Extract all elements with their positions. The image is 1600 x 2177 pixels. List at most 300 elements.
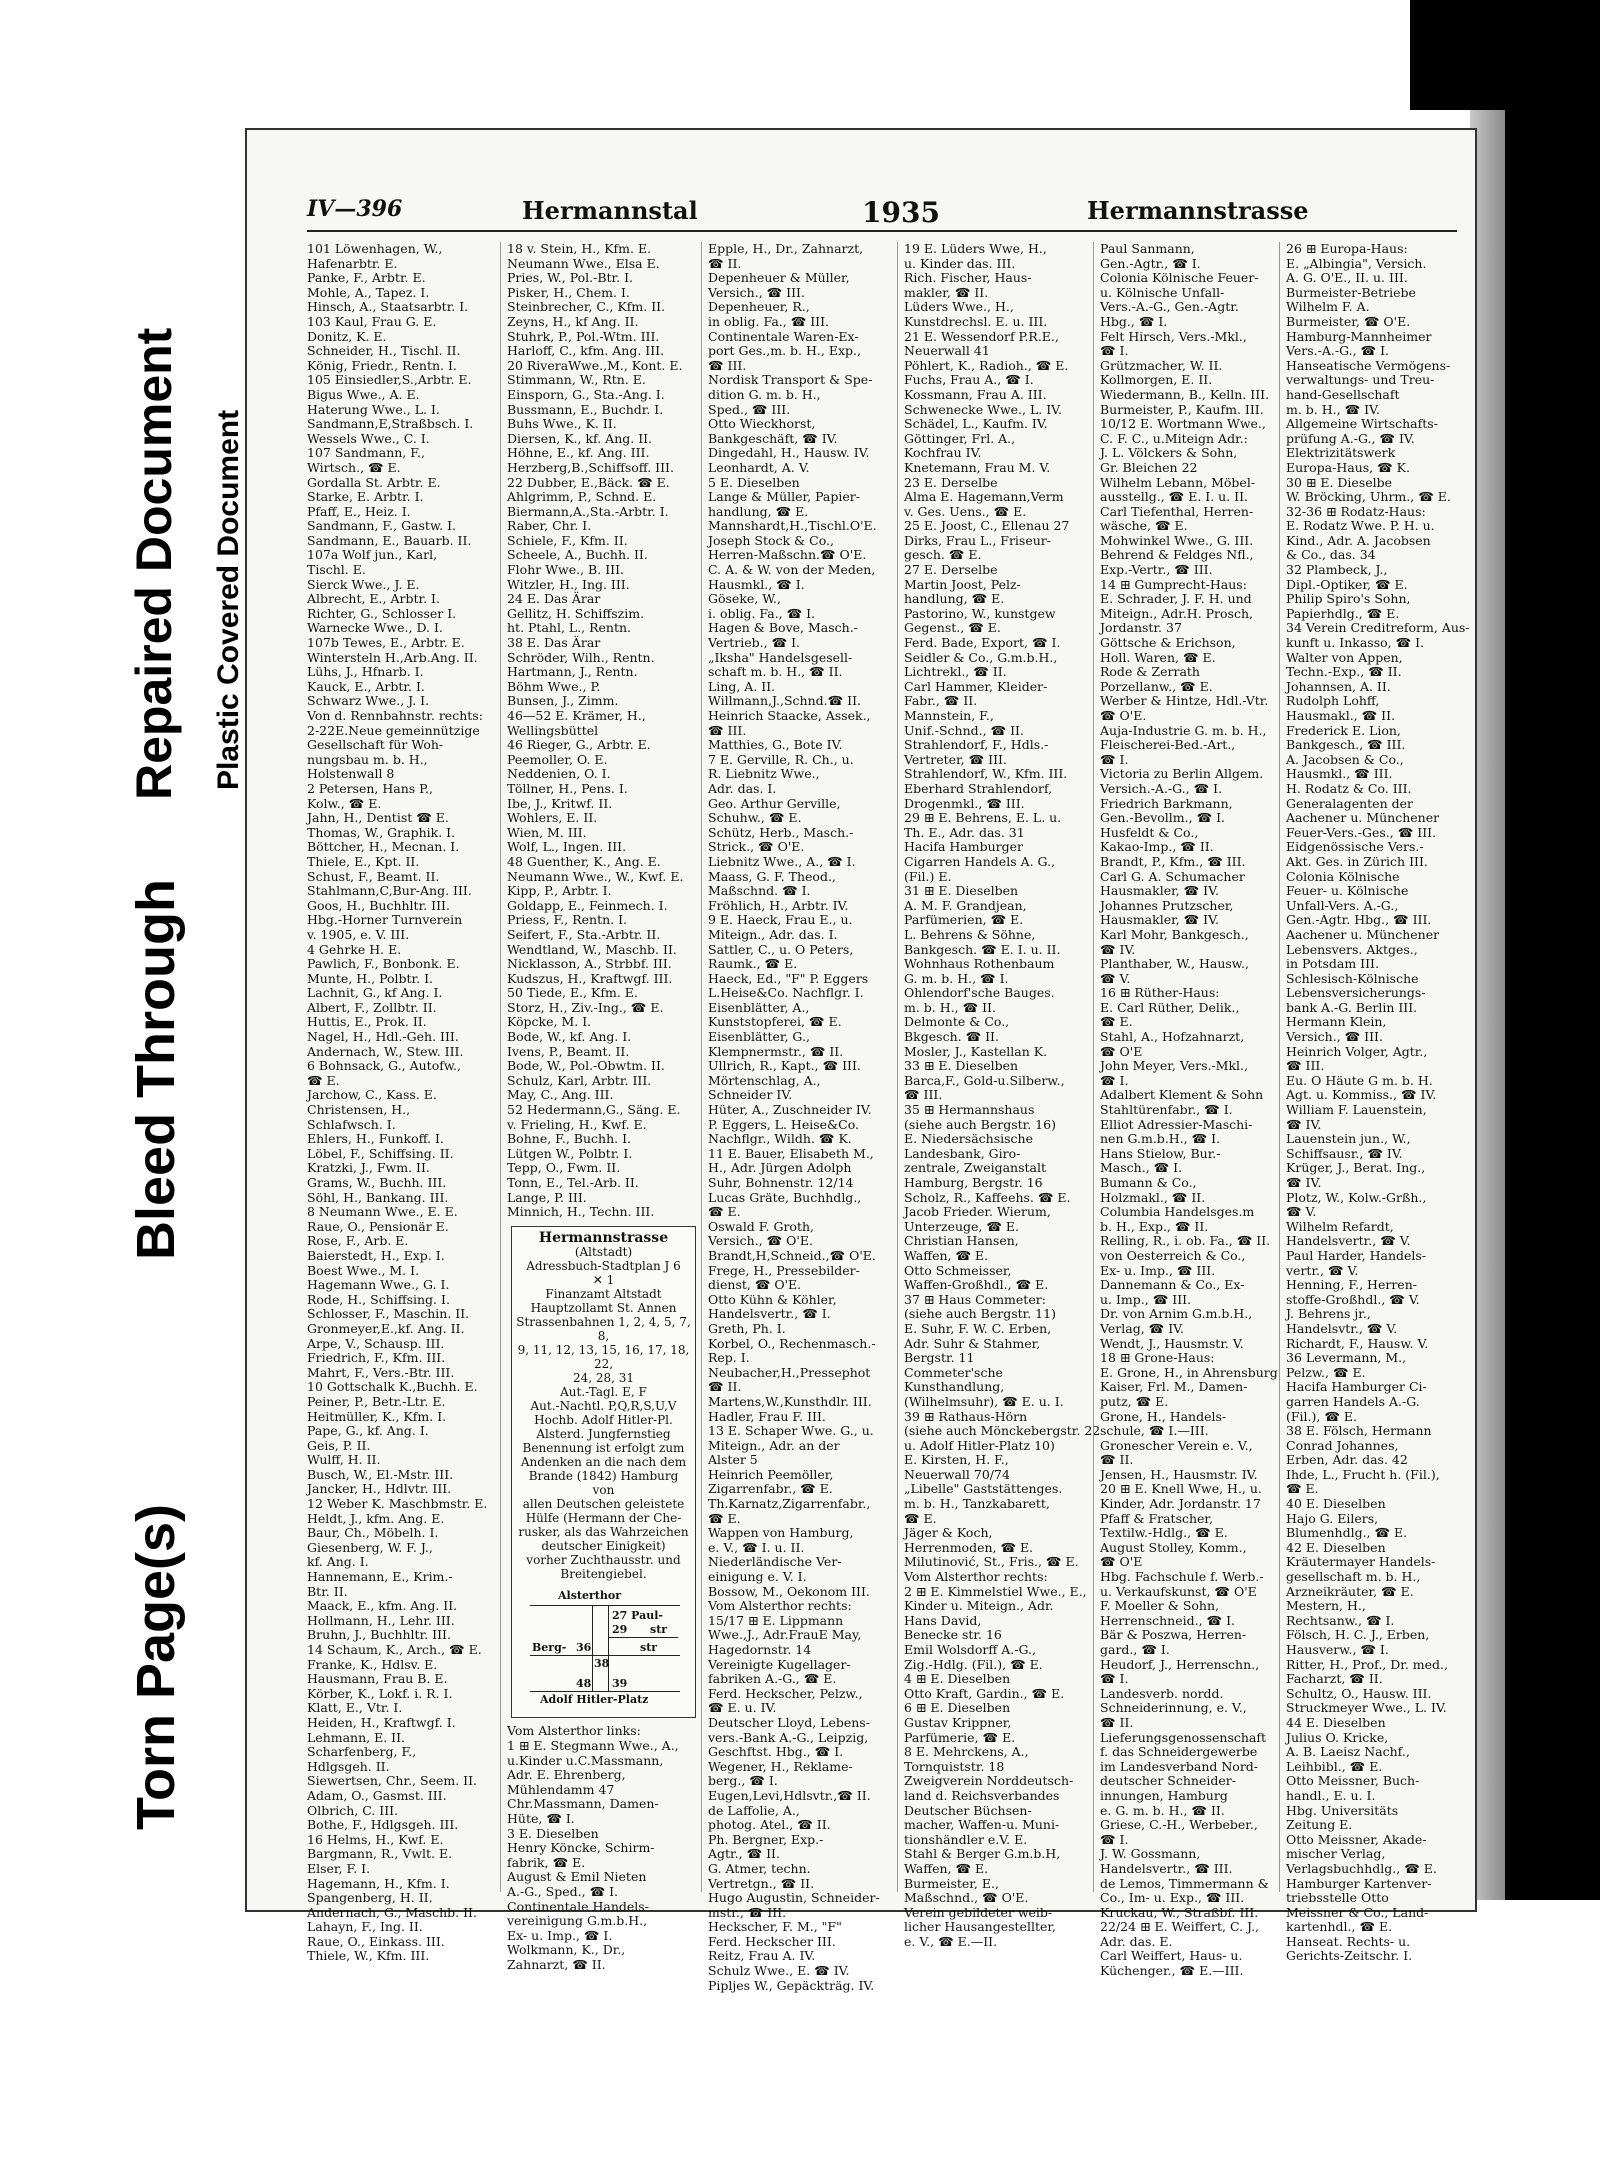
- directory-entry: C. F. C., u.Miteign Adr.:: [1100, 430, 1248, 446]
- directory-entry: Pfaff & Fratscher,: [1100, 1510, 1214, 1526]
- directory-entry: Hollmann, H., Lehr. III.: [307, 1612, 455, 1628]
- directory-entry: 7 E. Gerville, R. Ch., u.: [708, 751, 854, 767]
- directory-entry: 12 Weber K. Maschbmstr. E.: [307, 1496, 488, 1512]
- directory-entry: Söhl, H., Bankang. III.: [307, 1189, 449, 1205]
- map-number-48: 48: [576, 1677, 592, 1691]
- directory-entry: 50 Tiede, E., Kfm. E.: [507, 985, 638, 1001]
- directory-entry: Gellitz, H. Schiffszim.: [507, 605, 645, 621]
- directory-entry: Otto Wieckhorst,: [708, 416, 816, 432]
- directory-entry: Gen.-Bevollm., ☎ I.: [1100, 810, 1226, 826]
- directory-entry: zentrale, Zweiganstalt: [904, 1160, 1047, 1176]
- directory-entry: Lahayn, F., Ing. II.: [307, 1919, 423, 1935]
- directory-entry: Hans Stielow, Bur.-: [1100, 1145, 1221, 1161]
- directory-entry: de Lemos, Timmermann &: [1100, 1875, 1269, 1891]
- directory-entry: Diersen, K., kf. Ang. II.: [507, 430, 653, 446]
- directory-entry: Struckmeyer Wwe., L. IV.: [1286, 1700, 1447, 1716]
- directory-entry: ☎ II.: [1100, 1452, 1134, 1468]
- directory-entry: Burmeister, ☎ O'E.: [1286, 313, 1411, 329]
- directory-entry: „Libelle" Gaststättenges.: [904, 1481, 1063, 1497]
- directory-entry: Schlafwsch. I.: [307, 1116, 396, 1132]
- directory-entry: Friedrich, F., Kfm. III.: [307, 1350, 446, 1366]
- directory-entry: 46 Rieger, G., Arbtr. E.: [507, 737, 651, 753]
- directory-entry: Siewertsen, Chr., Seem. II.: [307, 1773, 478, 1789]
- directory-entry: Brandt,H,Schneid.,☎ O'E.: [708, 1247, 876, 1263]
- directory-entry: Elser, F. I.: [307, 1860, 371, 1876]
- directory-entry: in oblig. Fa., ☎ III.: [708, 313, 830, 329]
- directory-entry: Knetemann, Frau M. V.: [904, 459, 1051, 475]
- directory-entry: 32 Plambeck, J.,: [1286, 562, 1388, 578]
- directory-entry: Elliot Adressier-Maschi-: [1100, 1116, 1253, 1132]
- directory-entry: A. B. Laeisz Nachf.,: [1286, 1744, 1410, 1760]
- directory-entry: Geschftst. Hbg., ☎ I.: [708, 1744, 844, 1760]
- directory-entry: Schneider, H., Tischl. II.: [307, 343, 461, 359]
- directory-entry: Sattler, C., u. O Peters,: [708, 941, 854, 957]
- directory-entry: Holzmakl., ☎ II.: [1100, 1189, 1206, 1205]
- directory-entry: Exp.-Vertr., ☎ III.: [1100, 562, 1213, 578]
- directory-entry: b. H., Exp., ☎ II.: [1100, 1218, 1209, 1234]
- directory-entry: Jahn, H., Dentist ☎ E.: [307, 810, 449, 826]
- directory-entry: Cigarren Handels A. G.,: [904, 853, 1056, 869]
- directory-entry: Ritter, H., Prof., Dr. med.,: [1286, 1656, 1449, 1672]
- directory-entry: Colonia Kölnische Feuer-: [1100, 270, 1259, 286]
- directory-entry: L. Behrens & Söhne,: [904, 926, 1036, 942]
- directory-entry: Töllner, H., Pens. I.: [507, 780, 628, 796]
- directory-entry: Schiele, F., Kfm. II.: [507, 532, 628, 548]
- directory-entry: 25 E. Joost, C., Ellenau 27: [904, 518, 1070, 534]
- directory-entry: Versich., ☎ III.: [708, 284, 805, 300]
- directory-entry: Körber, K., Lokf. i. R. I.: [307, 1685, 453, 1701]
- directory-entry: Wirtsch., ☎ E.: [307, 459, 401, 475]
- directory-entry: Th.Karnatz,Zigarrenfabr.,: [708, 1496, 871, 1512]
- directory-entry: Adr. das. I.: [708, 780, 777, 796]
- directory-entry: Krüger, J., Berat. Ing.,: [1286, 1160, 1426, 1176]
- directory-entry: 103 Kaul, Frau G. E.: [307, 313, 437, 329]
- directory-entry: 5 E. Dieselben: [708, 474, 800, 490]
- directory-entry: ☎ E.: [708, 1204, 741, 1220]
- directory-entry: Fölsch, H. C. J., Erben,: [1286, 1627, 1430, 1643]
- directory-entry: Kaiser, Frl. M., Damen-: [1100, 1379, 1248, 1395]
- directory-entry: Commeter'sche: [904, 1364, 1003, 1380]
- directory-entry: Jacob Frieder. Wierum,: [904, 1204, 1051, 1220]
- directory-entry: Kolw., ☎ E.: [307, 795, 382, 811]
- directory-entry: Neddenien, O. I.: [507, 766, 611, 782]
- directory-entry: Wilhelm F. A.: [1286, 299, 1370, 315]
- directory-entry: A. Jacobsen & Co.,: [1286, 751, 1404, 767]
- directory-entry: Schust, F., Beamt. II.: [307, 868, 440, 884]
- directory-entry: Kunstdrechsl. E. u. III.: [904, 313, 1048, 329]
- directory-entry: 9 E. Haeck, Frau E., u.: [708, 912, 853, 928]
- map-number-39: 39: [612, 1677, 628, 1691]
- directory-entry: ☎ II.: [708, 255, 742, 271]
- directory-entry: Heiden, H., Kraftwgf. I.: [307, 1714, 456, 1730]
- directory-entry: ☎ III.: [708, 357, 747, 373]
- directory-entry: Handelsvertr., ☎ III.: [1100, 1860, 1233, 1876]
- directory-entry: Lieferungsgenossenschaft: [1100, 1729, 1267, 1745]
- directory-entry: Henry Köncke, Schirm-: [507, 1840, 655, 1856]
- directory-entry: Peiner, P., Betr.-Ltr. E.: [307, 1393, 446, 1409]
- map-number-38: 38: [594, 1657, 610, 1671]
- directory-entry: Höhne, E., kf. Ang. III.: [507, 445, 650, 461]
- scan-border-top: [1410, 0, 1600, 110]
- directory-entry: Hinsch, A., Staatsarbtr. I.: [307, 299, 469, 315]
- directory-entry: Gordalla St. Arbtr. E.: [307, 474, 441, 490]
- directory-entry: fabriken A.-G., ☎ E.: [708, 1671, 837, 1687]
- directory-entry: Strick., ☎ O'E.: [708, 839, 805, 855]
- directory-entry: Sped., ☎ III.: [708, 401, 791, 417]
- directory-entry: Burmeister-Betriebe: [1286, 284, 1416, 300]
- directory-entry: Agtr., ☎ II.: [708, 1846, 780, 1862]
- directory-entry: Buhs Wwe., K. II.: [507, 416, 617, 432]
- directory-entry: Philip Spiro's Sohn,: [1286, 591, 1411, 607]
- directory-entry: Wendt, J., Hausmstr. V.: [1100, 1335, 1244, 1351]
- directory-entry: Seifert, F., Sta.-Arbtr. II.: [507, 926, 661, 942]
- directory-entry: Hüter, A., Zuschneider IV.: [708, 1102, 872, 1118]
- directory-entry: Schiffsausr., ☎ IV.: [1286, 1145, 1403, 1161]
- directory-entry: E. Grone, H., in Ahrensburg: [1100, 1364, 1278, 1380]
- directory-entry: Pastorino, W., kunstgew: [904, 605, 1056, 621]
- map-label-paul: 27 Paul-: [612, 1609, 663, 1623]
- directory-entry: Schädel, L., Kaufm. IV.: [904, 416, 1048, 432]
- directory-entry: Hanseatische Vermögens-: [1286, 357, 1451, 373]
- directory-entry: Ferd. Bade, Export, ☎ I.: [904, 635, 1061, 651]
- directory-entry: Rep. I.: [708, 1350, 750, 1366]
- directory-entry: Masch., ☎ I.: [1100, 1160, 1183, 1176]
- directory-entry: ☎ I.: [1100, 1831, 1129, 1847]
- directory-entry: Hbg., ☎ I.: [1100, 313, 1168, 329]
- directory-entry: Hausverw., ☎ I.: [1286, 1642, 1389, 1657]
- directory-entry: 11 E. Bauer, Elisabeth M.,: [708, 1145, 874, 1161]
- directory-entry: Herzberg,B.,Schiffsoff. III.: [507, 459, 674, 475]
- directory-entry: G. Atmer, techn.: [708, 1860, 811, 1876]
- directory-entry: ☎ I.: [1100, 1671, 1129, 1687]
- directory-entry: Hanseat. Rechts- u.: [1286, 1933, 1411, 1949]
- directory-entry: Alma E. Hagemann,Verm: [904, 489, 1064, 505]
- directory-entry: 22/24 ⊞ E. Weiffert, C. J.,: [1100, 1919, 1260, 1935]
- directory-entry: Feuer- u. Kölnische: [1286, 883, 1409, 899]
- directory-entry: L.Heise&Co. Nachflgr. I.: [708, 985, 864, 1001]
- directory-entry: Thiele, W., Kfm. III.: [307, 1948, 430, 1964]
- directory-entry: Paul Harder, Handels-: [1286, 1247, 1427, 1263]
- directory-entry: & Co., das. 34: [1286, 547, 1376, 563]
- directory-entry: Goldapp, E., Feinmech. I.: [507, 897, 668, 913]
- directory-entry: Bode, W., Pol.-Obwtm. II.: [507, 1058, 665, 1074]
- directory-entry: E. Niedersächsische: [904, 1131, 1033, 1147]
- directory-entry: Gegenst., ☎ E.: [904, 620, 1001, 636]
- directory-entry: Böttcher, H., Mecnan. I.: [307, 839, 460, 855]
- directory-entry: Akt. Ges. in Zürich III.: [1286, 853, 1428, 869]
- directory-entry: Seidler & Co., G.m.b.H.,: [904, 649, 1058, 665]
- directory-entry: Dannemann & Co., Ex-: [1100, 1277, 1245, 1293]
- directory-entry: Kind., Adr. A. Jacobsen: [1286, 532, 1431, 548]
- directory-entry: photog. Atel., ☎ II.: [708, 1817, 831, 1833]
- directory-entry: Eidgenössische Vers.-: [1286, 839, 1424, 855]
- map-label-paul-str: str: [650, 1623, 668, 1637]
- column-2-lower: [507, 1724, 700, 1972]
- directory-entry: Vereinigte Kugellager-: [708, 1656, 851, 1672]
- directory-entry: Aachener u. Münchener: [1286, 926, 1440, 942]
- directory-entry: Jäger & Koch,: [904, 1525, 993, 1541]
- directory-entry: Mestern, H.,: [1286, 1598, 1366, 1614]
- directory-entry: ☎ V.: [1286, 1204, 1317, 1220]
- directory-entry: Lütgen W., Polbtr. I.: [507, 1145, 633, 1161]
- directory-entry: Andernach, W., Stew. III.: [307, 1043, 464, 1059]
- directory-entry: 31 ⊞ E. Dieselben: [904, 883, 1019, 899]
- directory-entry: Franke, K., Hdlsv. E.: [307, 1656, 438, 1672]
- directory-entry: Vom Alsterthor rechts:: [904, 1569, 1048, 1585]
- directory-entry: (Fil.), ☎ E.: [1286, 1408, 1357, 1424]
- directory-entry: Jancker, H., Hdlvtr. III.: [307, 1481, 452, 1497]
- directory-entry: 19 E. Lüders Wwe, H.,: [904, 241, 1047, 256]
- directory-entry: Greth, Ph. I.: [708, 1320, 786, 1336]
- directory-entry: König, Friedr., Rentn. I.: [307, 357, 457, 373]
- info-line: Strassenbahnen 1, 2, 4, 5, 7, 8,: [516, 1315, 691, 1344]
- directory-entry: Versich., ☎ III.: [1286, 1029, 1383, 1045]
- directory-entry: Rich. Fischer, Haus-: [904, 270, 1032, 286]
- directory-entry: Colonia Kölnische: [1286, 868, 1400, 884]
- directory-entry: H., Adr. Jürgen Adolph: [708, 1160, 852, 1176]
- directory-entry: Maßschnd., ☎ O'E.: [904, 1890, 1029, 1906]
- directory-entry: Schlesisch-Kölnische: [1286, 970, 1419, 986]
- directory-entry: 32-36 ⊞ Rodatz-Haus:: [1286, 503, 1426, 519]
- directory-entry: Kinder u. Miteign., Adr.: [904, 1598, 1054, 1614]
- column-3: [701, 241, 896, 1993]
- directory-entry: Facharzt, ☎ II.: [1286, 1671, 1383, 1687]
- directory-entry: 18 ⊞ Grone-Haus:: [1100, 1350, 1215, 1366]
- info-line: 24, 28, 31: [572, 1371, 635, 1386]
- map-label-alsterthor: Alsterthor: [558, 1589, 621, 1603]
- directory-entry: Stahlmann,C,Bur-Ang. III.: [307, 883, 472, 899]
- directory-entry: Werber & Hintze, Hdl.-Vtr.: [1100, 693, 1269, 709]
- directory-entry: (Fil.) E.: [904, 868, 952, 884]
- directory-entry: 26 ⊞ Europa-Haus:: [1286, 241, 1408, 256]
- directory-entry: 107a Wolf jun., Karl,: [307, 547, 438, 563]
- directory-entry: Meissner & Co., Land-: [1286, 1904, 1429, 1920]
- directory-entry: 35 ⊞ Hermannshaus: [904, 1102, 1035, 1118]
- info-line: Hauptzollamt St. Annen: [530, 1301, 677, 1316]
- directory-entry: 3 E. Dieselben: [507, 1825, 599, 1841]
- directory-entry: G. m. b. H., ☎ I.: [904, 970, 1009, 986]
- street-left-title: Hermannstal: [522, 196, 698, 225]
- directory-entry: (siehe auch Bergstr. 16): [904, 1116, 1056, 1132]
- street-info-box: [511, 1226, 696, 1719]
- directory-entry: Hacifa Hamburger: [904, 839, 1024, 855]
- directory-entry: 14 ⊞ Gumprecht-Haus:: [1100, 576, 1247, 592]
- directory-entry: Korbel, O., Rechenmasch.-: [708, 1335, 876, 1351]
- directory-entry: Wessels Wwe., C. I.: [307, 430, 430, 446]
- directory-entry: f. das Schneidergewerbe: [1100, 1744, 1258, 1760]
- directory-entry: Pawlich, F., Bonbonk. E.: [307, 956, 460, 972]
- directory-entry: Wendtland, W., Maschb. II.: [507, 941, 677, 957]
- directory-entry: 10/12 E. Wortmann Wwe.,: [1100, 416, 1266, 432]
- directory-entry: Hagedornstr. 14: [708, 1642, 812, 1657]
- directory-entry: Fröhlich, H., Arbtr. IV.: [708, 897, 849, 913]
- directory-entry: Richter, G., Schlosser I.: [307, 605, 457, 621]
- directory-entry: Hbg. Fachschule f. Werb.-: [1100, 1569, 1264, 1585]
- directory-entry: Neuerwall 41: [904, 343, 990, 359]
- directory-entry: Wiedermann, B., Kelln. III.: [1100, 386, 1270, 402]
- directory-entry: Mannstein, F.,: [904, 708, 994, 723]
- directory-entry: Erben, Adr. das. 42: [1286, 1452, 1408, 1468]
- directory-entry: Barca,F., Gold-u.Silberw.,: [904, 1072, 1065, 1088]
- column-2: [500, 241, 700, 1972]
- directory-entry: Ibe, J., Kritwf. II.: [507, 795, 613, 811]
- directory-entry: Warnecke Wwe., D. I.: [307, 620, 443, 636]
- directory-entry: Bumann & Co.,: [1100, 1175, 1197, 1190]
- directory-entry: Kratzki, J., Fwm. II.: [307, 1160, 430, 1176]
- directory-entry: Emil Wolsdorff A.-G.,: [904, 1642, 1036, 1657]
- directory-entry: 46—52 E. Krämer, H.,: [507, 708, 646, 723]
- directory-entry: v. Frieling, H., Kwf. E.: [507, 1116, 647, 1132]
- directory-entry: Lebensversicherungs-: [1286, 985, 1426, 1001]
- directory-entry: A. G. O'E., II. u. III.: [1286, 270, 1408, 286]
- directory-entry: Jordanstr. 37: [1100, 620, 1182, 636]
- directory-entry: Handelsvertr., ☎ I.: [708, 1306, 831, 1322]
- directory-entry: Grone, H., Handels-: [1100, 1408, 1227, 1424]
- directory-entry: Bergstr. 11: [904, 1350, 975, 1366]
- directory-entry: 21 E. Wessendorf P.R.E.,: [904, 328, 1059, 344]
- directory-entry: Leonhardt, A. V.: [708, 459, 810, 475]
- directory-entry: vereinigung G.m.b.H.,: [507, 1913, 648, 1929]
- directory-entry: Textilw.-Hdlg., ☎ E.: [1100, 1525, 1228, 1541]
- directory-entry: vers.-Bank A.-G., Leipzig,: [708, 1729, 869, 1745]
- directory-entry: 33 ⊞ E. Dieselben: [904, 1058, 1019, 1074]
- directory-entry: Wellingsbüttel: [507, 722, 599, 738]
- directory-entry: 44 E. Dieselben: [1286, 1714, 1386, 1730]
- directory-entry: gesch. ☎ E.: [904, 547, 982, 563]
- directory-entry: ☎ III.: [904, 1087, 943, 1103]
- directory-entry: Continentale Handels-: [507, 1898, 649, 1914]
- directory-entry: Schultz, O., Hausw. III.: [1286, 1685, 1432, 1701]
- directory-entry: Geis, P. II.: [307, 1437, 371, 1453]
- directory-entry: u. Adolf Hitler-Platz 10): [904, 1437, 1055, 1453]
- directory-entry: Sandmann,E,Straßbsch. I.: [307, 416, 474, 432]
- directory-entry: Hacifa Hamburger Ci-: [1286, 1379, 1427, 1395]
- directory-entry: Flohr Wwe., B. III.: [507, 562, 624, 578]
- info-line: Aut.-Nachtl. P,Q,R,S,U,V: [530, 1399, 677, 1414]
- directory-entry: Europa-Haus, ☎ K.: [1286, 459, 1410, 475]
- directory-entry: Papierhdlg., ☎ E.: [1286, 605, 1400, 621]
- directory-entry: 13 E. Schaper Wwe. G., u.: [708, 1423, 874, 1439]
- directory-entry: Hausmakler, ☎ IV.: [1100, 912, 1219, 928]
- directory-entry: Hugo Augustin, Schneider-: [708, 1890, 880, 1906]
- directory-entry: Bankgesch., ☎ III.: [1286, 737, 1406, 753]
- directory-entry: Versich.-A.-G., ☎ I.: [1100, 780, 1223, 796]
- directory-entry: Zeyns, H., kf Ang. II.: [507, 313, 639, 329]
- directory-entry: Benecke str. 16: [904, 1627, 1002, 1643]
- directory-entry: Raue, O., Pensionär E.: [307, 1218, 449, 1234]
- directory-page: [245, 128, 1477, 1993]
- directory-entry: Feuer-Vers.-Ges., ☎ III.: [1286, 824, 1437, 840]
- directory-entry: Heldt, J., kfm. Ang. E.: [307, 1510, 445, 1526]
- directory-entry: innungen, Hamburg: [1100, 1787, 1228, 1803]
- directory-entry: Otto Meissner, Akade-: [1286, 1831, 1427, 1847]
- directory-entry: kf. Ang. I.: [307, 1554, 369, 1570]
- directory-entry: Schulz Wwe., E. ☎ IV.: [708, 1963, 850, 1979]
- directory-entry: Depenheuer & Müller,: [708, 270, 850, 286]
- directory-entry: hand-Gesellschaft: [1286, 386, 1400, 402]
- directory-entry: in Potsdam III.: [1286, 956, 1379, 972]
- directory-entry: ☎ V.: [1100, 970, 1131, 986]
- directory-entry: makler, ☎ II.: [904, 284, 989, 300]
- directory-entry: Arzneikräuter, ☎ E.: [1286, 1583, 1414, 1599]
- directory-entry: Sandmann, F., Gastw. I.: [307, 518, 457, 534]
- directory-entry: Ferd. Heckscher, Pelzw.,: [708, 1685, 863, 1701]
- column-5: [1093, 241, 1278, 1979]
- directory-entry: Von d. Rennbahnstr. rechts:: [307, 708, 483, 723]
- bleed-through-label: Bleed Through: [126, 879, 186, 1260]
- directory-entry: 2-22E.Neue gemeinnützige: [307, 722, 480, 738]
- directory-entry: Btr. II.: [307, 1583, 348, 1599]
- directory-entry: J. Behrens jr.,: [1286, 1306, 1371, 1322]
- directory-entry: Jensen, H., Hausmstr. IV.: [1100, 1466, 1258, 1482]
- directory-entry: ausstellg., ☎ E. I. u. II.: [1100, 489, 1249, 505]
- directory-entry: m. b. H., ☎ IV.: [1286, 401, 1380, 417]
- directory-entry: Mannshardt,H.,Tischl.O'E.: [708, 518, 877, 534]
- directory-entry: Wintersteln H.,Arb.Ang. II.: [307, 649, 478, 665]
- directory-entry: Hermann Klein,: [1286, 1014, 1387, 1030]
- directory-entry: Zahnarzt, ☎ II.: [507, 1956, 606, 1972]
- directory-entry: stoffe-Großhdl., ☎ V.: [1286, 1291, 1420, 1307]
- directory-entry: Johannsen, A. II.: [1286, 678, 1391, 694]
- directory-entry: Minnich, H., Techn. III.: [507, 1204, 655, 1220]
- directory-entry: Gronescher Verein e. V.,: [1100, 1437, 1253, 1453]
- directory-entry: Zeitung E.: [1286, 1817, 1353, 1833]
- directory-entry: Vertreter, ☎ III.: [904, 751, 1007, 767]
- directory-entry: Priess, F., Rentn. I.: [507, 912, 627, 928]
- directory-entry: m. b. H., Tanzkabarett,: [904, 1496, 1050, 1512]
- directory-entry: Pfaff, E., Heiz. I.: [307, 503, 411, 519]
- directory-entry: Christensen, H.,: [307, 1102, 411, 1118]
- directory-entry: 8 E. Mehrckens, A.,: [904, 1744, 1029, 1760]
- directory-entry: Niederländische Ver-: [708, 1554, 842, 1570]
- directory-entry: Handelsvertr., ☎ V.: [1286, 1233, 1411, 1249]
- directory-entry: 10 Gottschalk K.,Buchh. E.: [307, 1379, 478, 1395]
- directory-entry: deutscher Schneider-: [1100, 1773, 1236, 1789]
- directory-entry: Pöhlert, K., Radioh., ☎ E.: [904, 357, 1069, 373]
- directory-entry: Bankgeschäft, ☎ IV.: [708, 430, 838, 446]
- directory-entry: Griese, C.-H., Werbeber.,: [1100, 1817, 1258, 1833]
- directory-entry: Nicklasson, A., Strbbf. III.: [507, 956, 672, 972]
- directory-entry: Lange, P. III.: [507, 1189, 587, 1205]
- directory-entry: Vom Alsterthor links:: [507, 1723, 641, 1739]
- directory-entry: 4 ⊞ E. Dieselben: [904, 1671, 1011, 1687]
- directory-entry: Verlagsbuchhdlg., ☎ E.: [1286, 1860, 1437, 1876]
- scan-border-right: [1505, 110, 1600, 1900]
- directory-entry: Planthaber, W., Hausw.,: [1100, 956, 1249, 972]
- directory-entry: William F. Lauenstein,: [1286, 1102, 1427, 1118]
- directory-entry: Zweigverein Norddeutsch-: [904, 1773, 1074, 1789]
- directory-entry: Peemoller, O. E.: [507, 751, 608, 767]
- directory-entry: land d. Reichsverbandes: [904, 1787, 1060, 1803]
- directory-entry: dienst, ☎ O'E.: [708, 1277, 802, 1293]
- directory-entry: Zigarrenfabr., ☎ E.: [708, 1481, 833, 1497]
- directory-entry: Eugen,Levi,Hdlsvtr.,☎ II.: [708, 1787, 871, 1803]
- directory-entry: ☎ E.: [708, 1510, 741, 1526]
- directory-entry: Hausmann, Frau B. E.: [307, 1671, 448, 1687]
- directory-entry: Scharfenberg, F.,: [307, 1744, 417, 1760]
- directory-entry: John Meyer, Vers.-Mkl.,: [1100, 1058, 1248, 1074]
- directory-entry: Kipp, P., Arbtr. I.: [507, 883, 612, 899]
- plastic-covered-label: Plastic Covered Document: [212, 409, 245, 790]
- directory-entry: Ullrich, R., Kapt., ☎ III.: [708, 1058, 861, 1074]
- directory-entry: Vertrieb., ☎ I.: [708, 635, 801, 651]
- directory-entry: Aachener u. Münchener: [1286, 810, 1440, 826]
- directory-entry: Göttinger, Frl. A.,: [904, 430, 1016, 446]
- directory-entry: Otto Kühn & Köhler,: [708, 1291, 837, 1307]
- info-line: Andenken an die nach dem: [520, 1455, 687, 1470]
- directory-entry: Geo. Arthur Gerville,: [708, 795, 841, 811]
- directory-entry: 1 ⊞ E. Stegmann Wwe., A.,: [507, 1737, 679, 1753]
